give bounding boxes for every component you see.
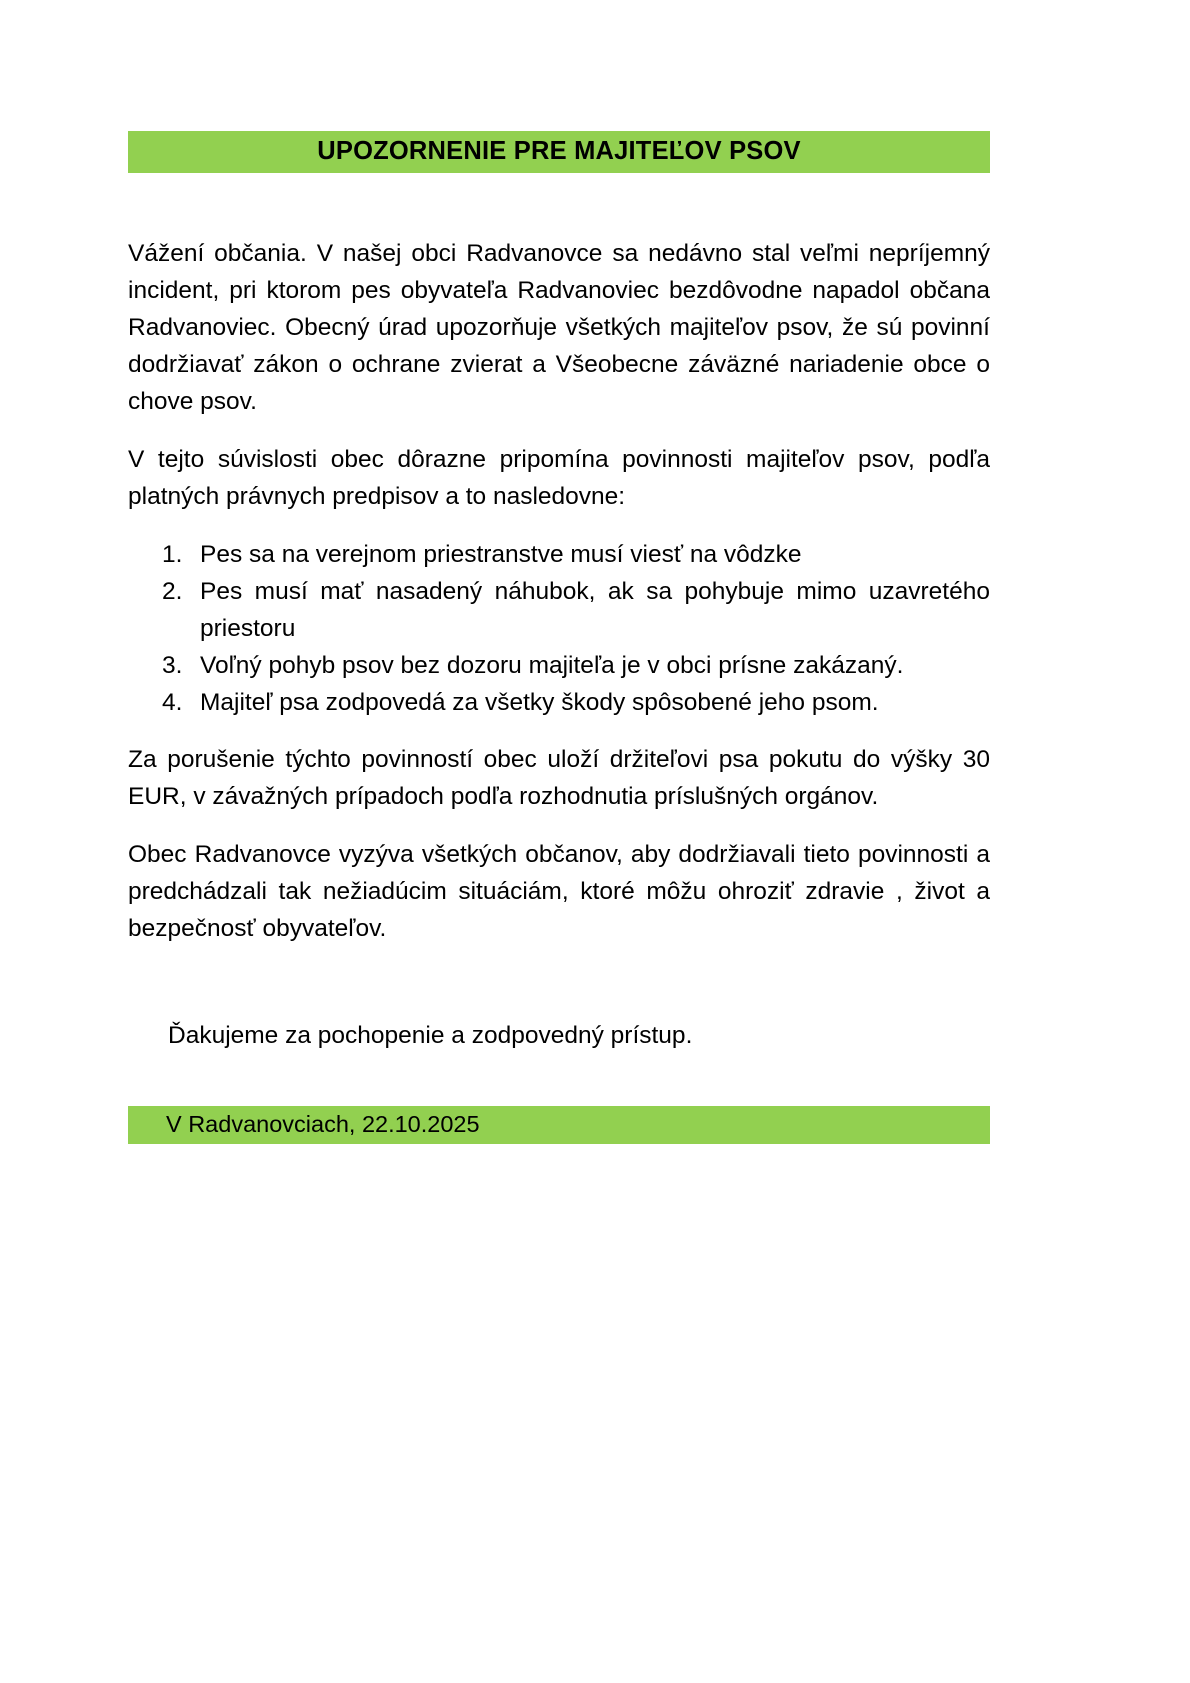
list-item — [200, 684, 990, 721]
rules-list — [128, 536, 990, 721]
paragraph-appeal: Obec Radvanovce vyzýva všetkých občanov, aby dodržiavali tieto povinnosti a predchádzali tak nežiadúcim situáciám, ktoré môžu ohroziť zdravie , život a bezpečnosť obyvateľov. — [128, 841, 990, 942]
page-title: UPOZORNENIE PRE MAJITEĽOV PSOV — [317, 137, 801, 166]
notice-title-banner — [128, 131, 990, 173]
list-item-text: Majiteľ psa zodpovedá za všetky škody spôsobené jeho psom. — [200, 689, 879, 716]
document-body — [128, 235, 990, 1054]
closing-thanks: Ďakujeme za pochopenie a zodpovedný prístup. — [168, 1022, 693, 1049]
list-item — [200, 573, 990, 647]
list-item — [200, 647, 990, 684]
place-and-date: V Radvanovciach, 22.10.2025 — [166, 1111, 480, 1138]
paragraph-obligations-lead: V tejto súvislosti obec dôrazne pripomína povinnosti majiteľov psov, podľa platných právnych predpisov a to nasledovne: — [128, 446, 990, 510]
list-item-text: Pes sa na verejnom priestranstve musí viesť na vôdzke — [200, 541, 802, 568]
list-item-text: Voľný pohyb psov bez dozoru majiteľa je v obci prísne zakázaný. — [200, 652, 904, 679]
list-item — [200, 536, 990, 573]
date-banner — [128, 1106, 990, 1144]
paragraph-intro: Vážení občania. V našej obci Radvanovce sa nedávno stal veľmi nepríjemný incident, pri ktorom pes obyvateľa Radvanoviec bezdôvodne napadol občana Radvanoviec. Obecný úrad upozorňuje všetkých majiteľov psov, že sú povinní dodržiavať zákon o ochrane zvierat a Všeobecne záväzné nariadenie obce o chove psov. — [128, 240, 990, 415]
list-item-text: Pes musí mať nasadený náhubok, ak sa pohybuje mimo uzavretého priestoru — [200, 578, 990, 642]
document-content — [128, 0, 990, 1144]
paragraph-penalty: Za porušenie týchto povinností obec uloží držiteľovi psa pokutu do výšky 30 EUR, v závažných prípadoch podľa rozhodnutia príslušných orgánov. — [128, 746, 990, 810]
